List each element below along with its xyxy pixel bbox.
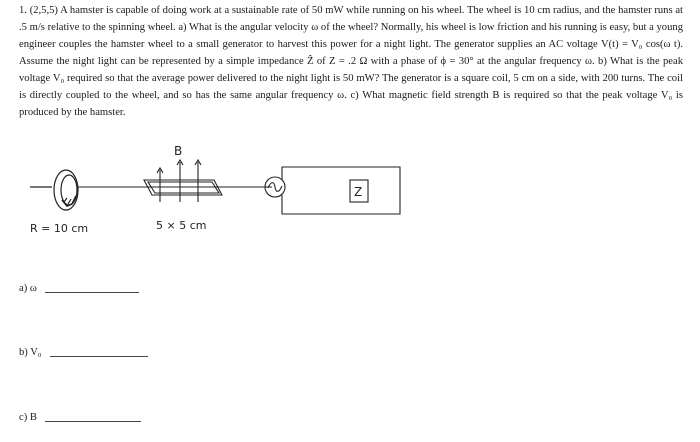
answer-a-label: a) ω xyxy=(19,283,37,294)
problem-statement xyxy=(19,2,683,121)
answer-a-field[interactable] xyxy=(45,291,139,293)
field-label: B xyxy=(174,144,183,158)
answer-c-field[interactable] xyxy=(45,420,141,422)
square-coil xyxy=(144,160,222,202)
radius-label: R = 10 cm xyxy=(30,222,89,235)
answer-c-label: c) B xyxy=(19,412,37,423)
hamster-wheel xyxy=(30,170,78,210)
answer-c xyxy=(19,412,141,423)
impedance-label: Z xyxy=(354,185,363,199)
answer-b-field[interactable] xyxy=(50,355,148,357)
problem-text: 1. (2,5,5) A hamster is capable of doing work at a sustainable rate of 50 mW while running on his wheel. The wheel is 10 cm radius, and the hamster runs at .5 m/s relative to the spinning wheel. a) What is the angular velocity ω of the wheel? Normally, his wheel is low friction and his running is easy, but a young engineer couples the hamster wheel to a small generator to harvest this power for a night light. The generator supplies an AC voltage V(t) = V₀ cos(ω t). Assume the night light can be represented by a simple impedance Ẑ of Z = .2 Ω with a phase of ϕ = 30° at the angular frequency ω. b) What is the peak voltage V₀ required so that the average power delivered to the night light is 50 mW? The generator is a square coil, 5 cm on a side, with 200 turns. The coil is directly coupled to the wheel, and so has the same angular frequency ω. c) What magnetic field strength B is required so that the peak voltage V₀ is produced by the hamster. xyxy=(19,5,683,118)
hamster-generator-diagram xyxy=(14,140,414,240)
coil-size-label: 5 × 5 cm xyxy=(156,219,207,232)
answer-b-label: b) V₀ xyxy=(19,347,42,358)
answer-b xyxy=(19,347,148,358)
answer-a xyxy=(19,283,139,294)
circuit-wires xyxy=(282,167,400,214)
